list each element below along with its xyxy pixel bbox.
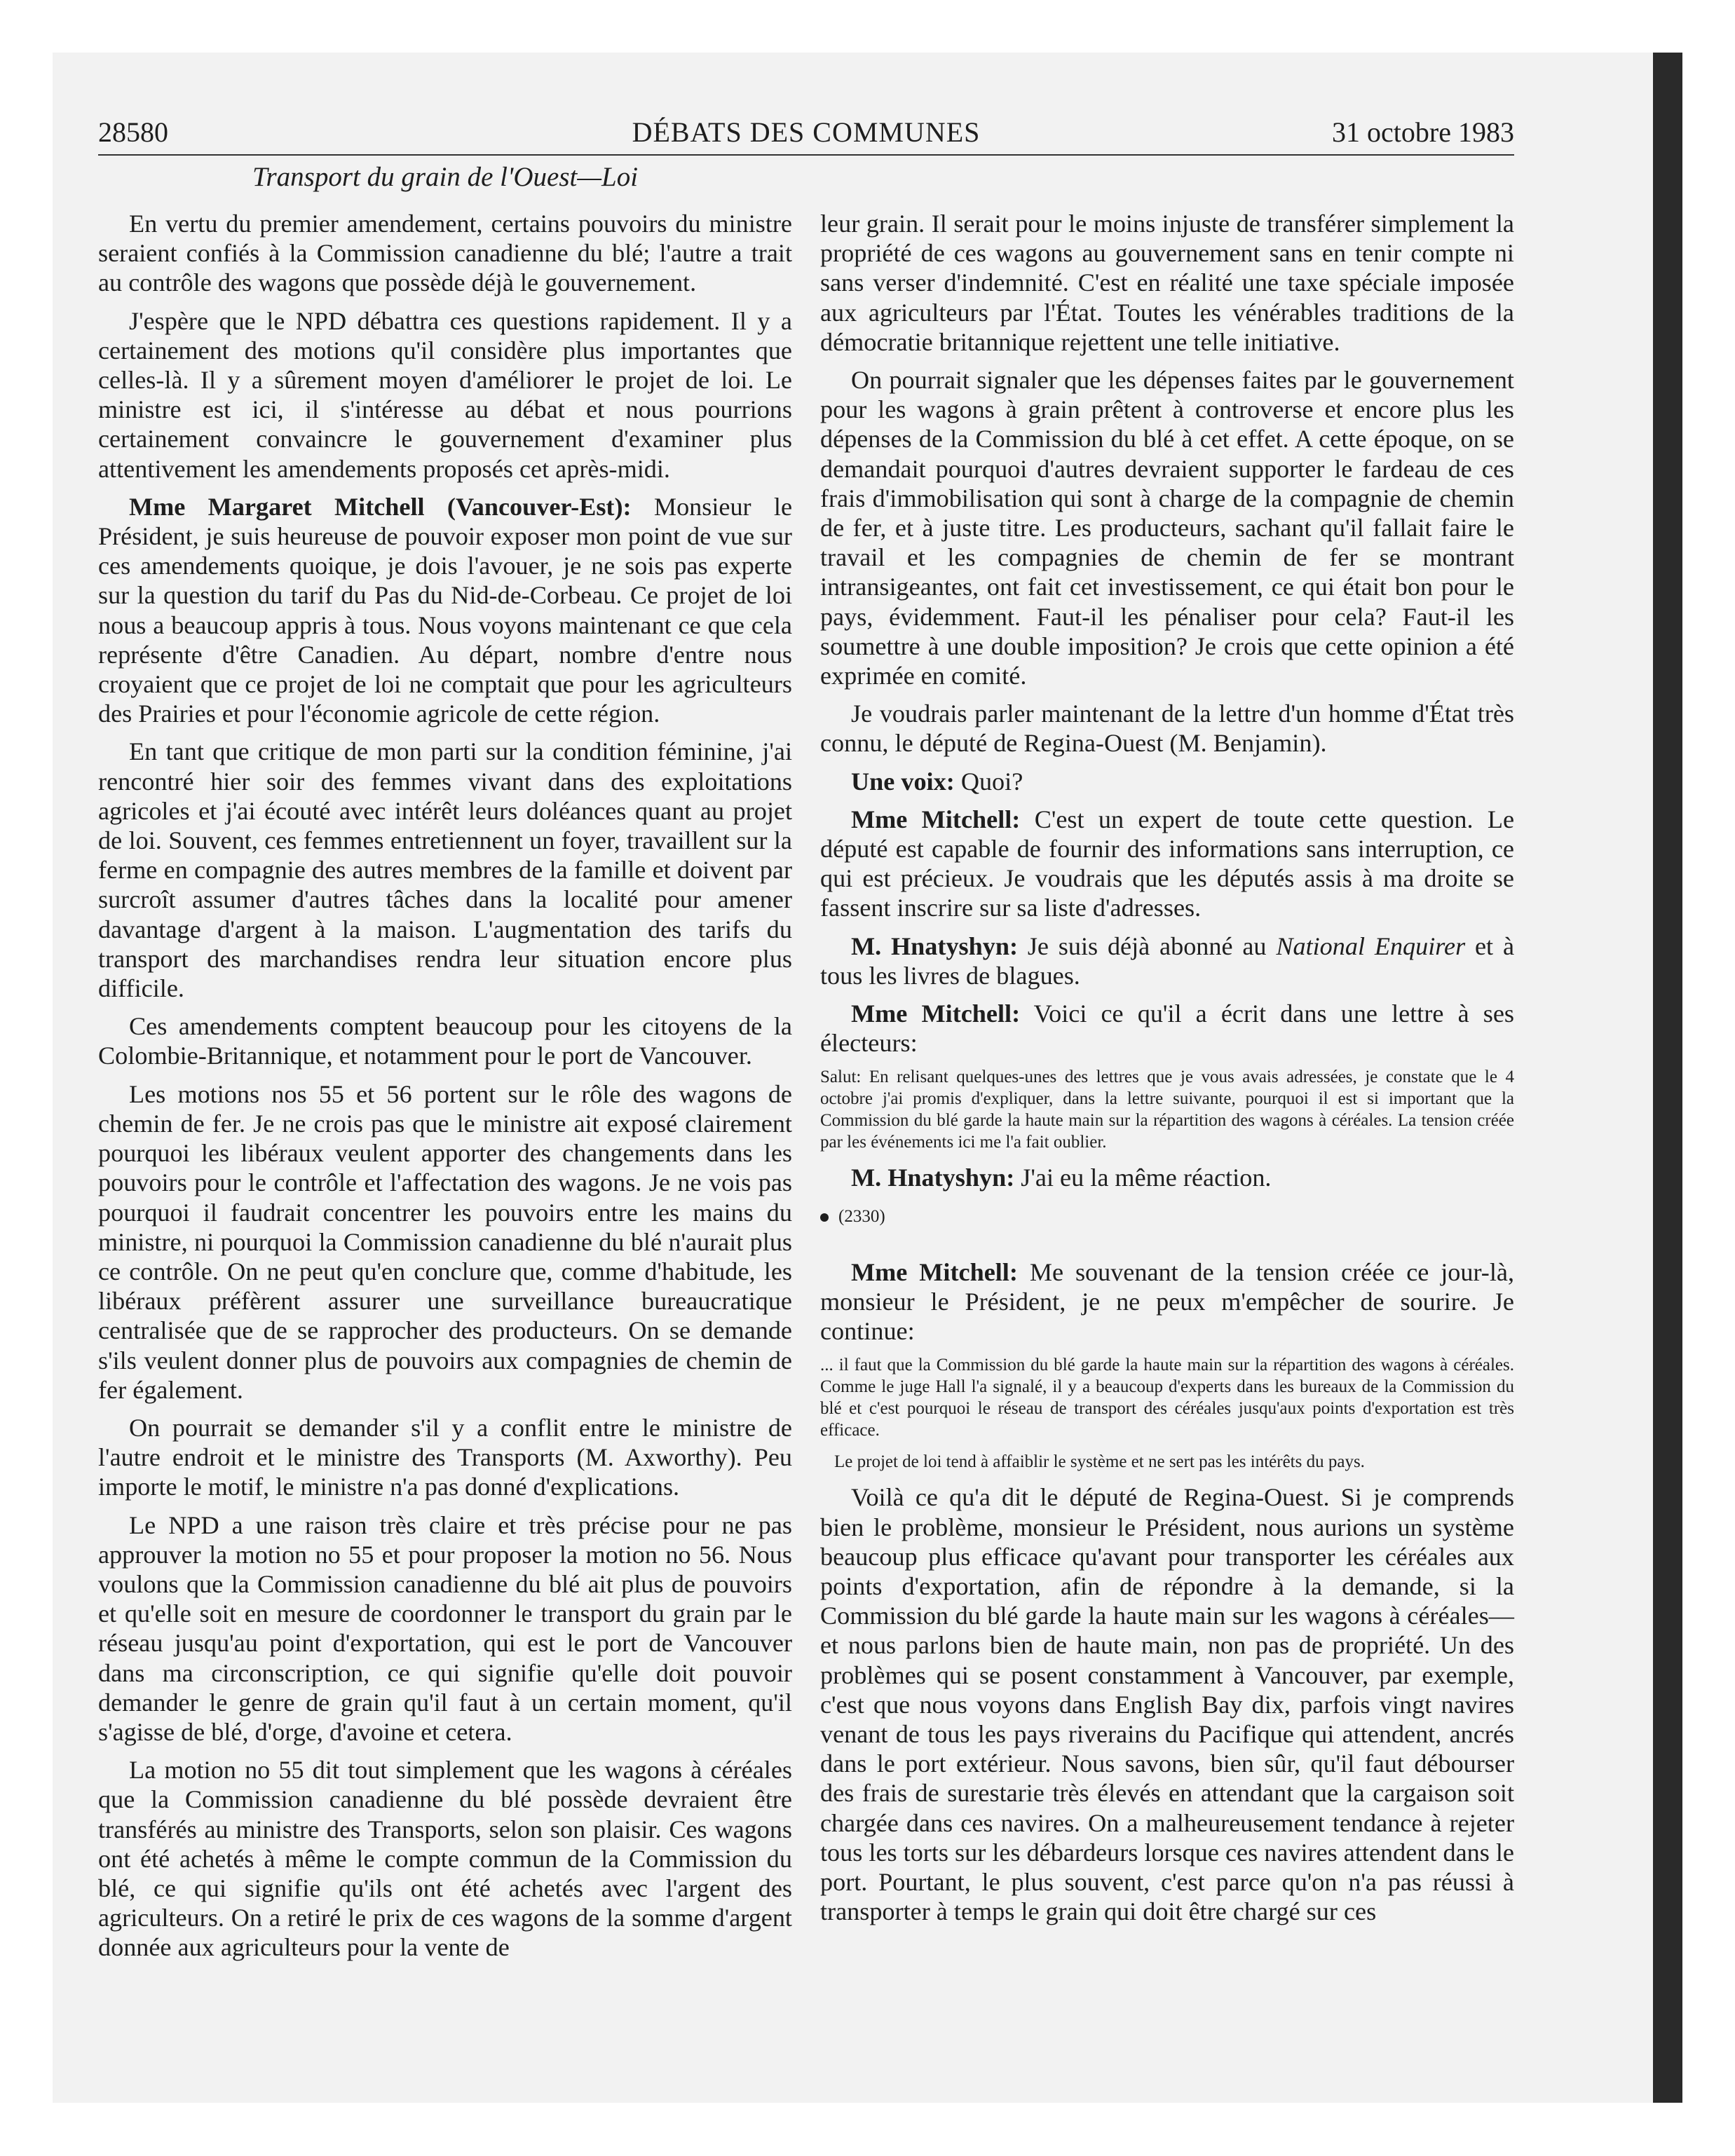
- publication-title: DÉBATS DES COMMUNES: [632, 116, 981, 148]
- paragraph: En tant que critique de mon parti sur la condition féminine, j'ai rencontré hier soir des femmes vivant dans des exploitations agricoles et j'ai écouté avec intérêt leurs doléances quant au projet de loi. Souvent, ces femmes entretiennent un foyer, travaillent sur la ferme en compagnie des autres membres de la famille et doivent par surcroît assumer d'autres tâches dans la localité pour amener davantage d'argent à la maison. L'augmentation des tarifs du transport des marchandises rendra leur situation encore plus difficile.: [98, 737, 792, 1003]
- speaker-name: Une voix:: [851, 767, 955, 796]
- paragraph: [820, 1257, 1514, 1346]
- speaker-name: Mme Mitchell:: [851, 1257, 1018, 1286]
- speaker-name: Mme Margaret Mitchell (Vancouver-Est):: [129, 492, 632, 521]
- paragraph: Je voudrais parler maintenant de la lettre d'un homme d'État très connu, le député de Regina-Ouest (M. Benjamin).: [820, 700, 1514, 758]
- speaker-name: M. Hnatyshyn:: [851, 932, 1019, 960]
- publication-name: National Enquirer: [1276, 932, 1466, 960]
- speech-text: et à tous les livres de blagues.: [820, 932, 1514, 990]
- bullet-icon: [820, 1213, 829, 1222]
- speech-text: Quoi?: [960, 767, 1023, 796]
- paragraph: Voilà ce qu'a dit le député de Regina-Ouest. Si je comprends bien le problème, monsieur le Président, nous aurions un système beaucoup plus efficace qu'avant pour transporter les céréales aux points d'exportation, afin de répondre à la demande, si la Commission du blé garde la haute main sur les wagons à céréales—et nous parlons bien de haute main, non pas de propriété. Un des problèmes qui se posent constamment à Vancouver, par exemple, c'est que nous voyons dans English Bay dix, parfois vingt navires venant de tous les pays riverains du Pacifique qui attendent, ancrés dans le port extérieur. Nous savons, bien sûr, qu'il faut débourser des frais de surestarie très élevés en attendant que la cargaison soit chargée dans ces navires. On a malheureusement tendance à rejeter tous les torts sur les débardeurs lorsque ces navires attendent dans le port. Pourtant, le plus souvent, c'est parce qu'on n'a pas réussi à transporter à temps le grain qui doit être chargé sur ces: [820, 1483, 1514, 1926]
- paragraph: leur grain. Il serait pour le moins injuste de transférer simplement la propriété de ces wagons au gouvernement sans en tenir compte ni sans verser d'indemnité. C'est en réalité une taxe spéciale imposée aux agriculteurs par l'État. Toutes les vénérables traditions de la démocratie britannique rejettent une telle initiative.: [820, 210, 1514, 356]
- paragraph: [820, 1163, 1514, 1192]
- page-header: [98, 112, 1514, 156]
- paragraph: [820, 999, 1514, 1058]
- speaker-name: M. Hnatyshyn:: [851, 1164, 1015, 1192]
- speech-text: Voici ce qu'il a écrit dans une lettre à ses électeurs:: [820, 999, 1514, 1058]
- left-column: [98, 209, 792, 1971]
- paragraph: [98, 492, 792, 729]
- paragraph: Les motions nos 55 et 56 portent sur le rôle des wagons de chemin de fer. Je ne crois pas que le ministre ait exposé clairement pourquoi les libéraux veulent apporter des changements dans les pouvoirs pour le contrôle et l'affectation des wagons. Je ne vois pas pourquoi il faudrait concentrer les pouvoirs entre les mains du ministre, ni pourquoi la Commission canadienne du blé n'aurait plus ce contrôle. On ne peut qu'en conclure que, comme d'habitude, les libéraux préfèrent assurer une surveillance bureaucratique centralisée que de se rapprocher des producteurs. On se demande s'ils veulent donner plus de pouvoirs aux compagnies de chemin de fer également.: [98, 1079, 792, 1404]
- right-column: [820, 209, 1514, 1935]
- quoted-letter: ... il faut que la Commission du blé garde la haute main sur la répartition des wagons à céréales. Comme le juge Hall l'a signalé, il y a beaucoup d'experts dans les bureaux de la Commission du blé et c'est pourquoi le réseau de transport des céréales jusqu'aux points d'exportation est très efficace.: [820, 1356, 1514, 1440]
- speech-text: C'est un expert de toute cette question. Le député est capable de fournir des informations sans interruption, ce qui est précieux. Je voudrais que les députés assis à ma droite se fassent inscrire sur sa liste d'adresses.: [820, 805, 1515, 922]
- speech-text: Me souvenant de la tension créée ce jour-là, monsieur le Président, je ne peux m'empêcher de sourire. Je continue:: [820, 1257, 1514, 1346]
- scan-edge-shadow: [1653, 53, 1682, 2103]
- paragraph: Ces amendements comptent beaucoup pour les citoyens de la Colombie-Britannique, et notamment pour le port de Vancouver.: [98, 1012, 792, 1070]
- publication-date: 31 octobre 1983: [1332, 116, 1514, 148]
- timestamp: [820, 1204, 1514, 1229]
- speaker-name: Mme Mitchell:: [851, 805, 1021, 833]
- paragraph: On pourrait se demander s'il y a conflit entre le ministre de l'autre endroit et le ministre des Transports (M. Axworthy). Peu importe le motif, le ministre n'a pas donné d'explications.: [98, 1413, 792, 1501]
- paragraph: [820, 767, 1514, 796]
- speaker-name: Mme Mitchell:: [851, 999, 1021, 1028]
- quoted-letter: Le projet de loi tend à affaiblir le système et ne sert pas les intérêts du pays.: [834, 1452, 1365, 1472]
- timestamp-text: (2330): [838, 1206, 885, 1226]
- speech-text: Monsieur le Président, je suis heureuse de pouvoir exposer mon point de vue sur ces amendements quoique, je dois l'avouer, je ne sois pas experte sur la question du tarif du Pas du Nid-de-Corbeau. Ce projet de loi nous a beaucoup appris à tous. Nous voyons maintenant ce que cela représente d'être Canadien. Au départ, nombre d'entre nous croyaient que ce projet de loi ne comptait que pour les agriculteurs des Prairies et pour l'économie agricole de cette région.: [98, 492, 793, 728]
- speech-text: Je suis déjà abonné au: [1027, 932, 1267, 960]
- paragraph: Le NPD a une raison très claire et très précise pour ne pas approuver la motion no 55 et pour proposer la motion no 56. Nous voulons que la Commission canadienne du blé ait plus de pouvoirs et qu'elle soit en mesure de coordonner le transport du grain par le réseau jusqu'au point d'exportation, qui est le port de Vancouver dans ma circonscription, ce qui signifie qu'elle doit pouvoir demander le genre de grain qu'il faut à un certain moment, qu'il s'agisse de blé, d'orge, d'avoine et cetera.: [98, 1510, 792, 1746]
- paragraph: On pourrait signaler que les dépenses faites par le gouvernement pour les wagons à grain prêtent à controverse et encore plus les dépenses de la Commission du blé à cet effet. A cette époque, on se demandait pourquoi d'autres devraient supporter le fardeau de ces frais d'immobilisation qui sont à charge de la compagnie de chemin de fer, et à juste titre. Les producteurs, sachant qu'il fallait faire le travail et les compagnies de chemin de fer se montrant intransigeantes, ont fait cet investissement, ce qui était bon pour le pays, évidemment. Faut-il les pénaliser pour cela? Faut-il les soumettre à une double imposition? Je crois que cette opinion a été exprimée en comité.: [820, 366, 1514, 690]
- paragraph: En vertu du premier amendement, certains pouvoirs du ministre seraient confiés à la Commission canadienne du blé; l'autre a trait au contrôle des wagons que possède déjà le gouvernement.: [98, 210, 792, 297]
- paragraph: La motion no 55 dit tout simplement que les wagons à céréales que la Commission canadienne du blé possède devraient être transférés au ministre des Transports, selon son plaisir. Ces wagons ont été achetés à même le compte commun de la Commission du blé, ce qui signifie qu'ils ont été achetés avec l'argent des agriculteurs. On a retiré le prix de ces wagons de la somme d'argent donnée aux agriculteurs pour la vente de: [98, 1756, 792, 1962]
- paragraph: J'espère que le NPD débattra ces questions rapidement. Il y a certainement des motions qu'il considère plus importantes que celles-là. Il y a sûrement moyen d'améliorer le projet de loi. Le ministre est ici, il s'intéresse au débat et nous pourrions certainement convaincre le gouvernement d'examiner plus attentivement les amendements proposés cet après-midi.: [98, 306, 792, 483]
- running-title: Transport du grain de l'Ouest—Loi: [252, 162, 639, 192]
- quoted-letter: Salut: En relisant quelques-unes des lettres que je vous avais adressées, je constate que le 4 octobre j'ai promis d'expliquer, dans la lettre suivante, pourquoi il est si important que la Commission du blé garde la haute main sur la répartition des wagons à céréales. La tension créée par les événements ici me l'a fait oublier.: [820, 1067, 1514, 1152]
- paragraph: [820, 805, 1514, 923]
- paragraph: [820, 932, 1514, 990]
- page-number: 28580: [98, 116, 168, 148]
- speech-text: J'ai eu la même réaction.: [1021, 1164, 1272, 1192]
